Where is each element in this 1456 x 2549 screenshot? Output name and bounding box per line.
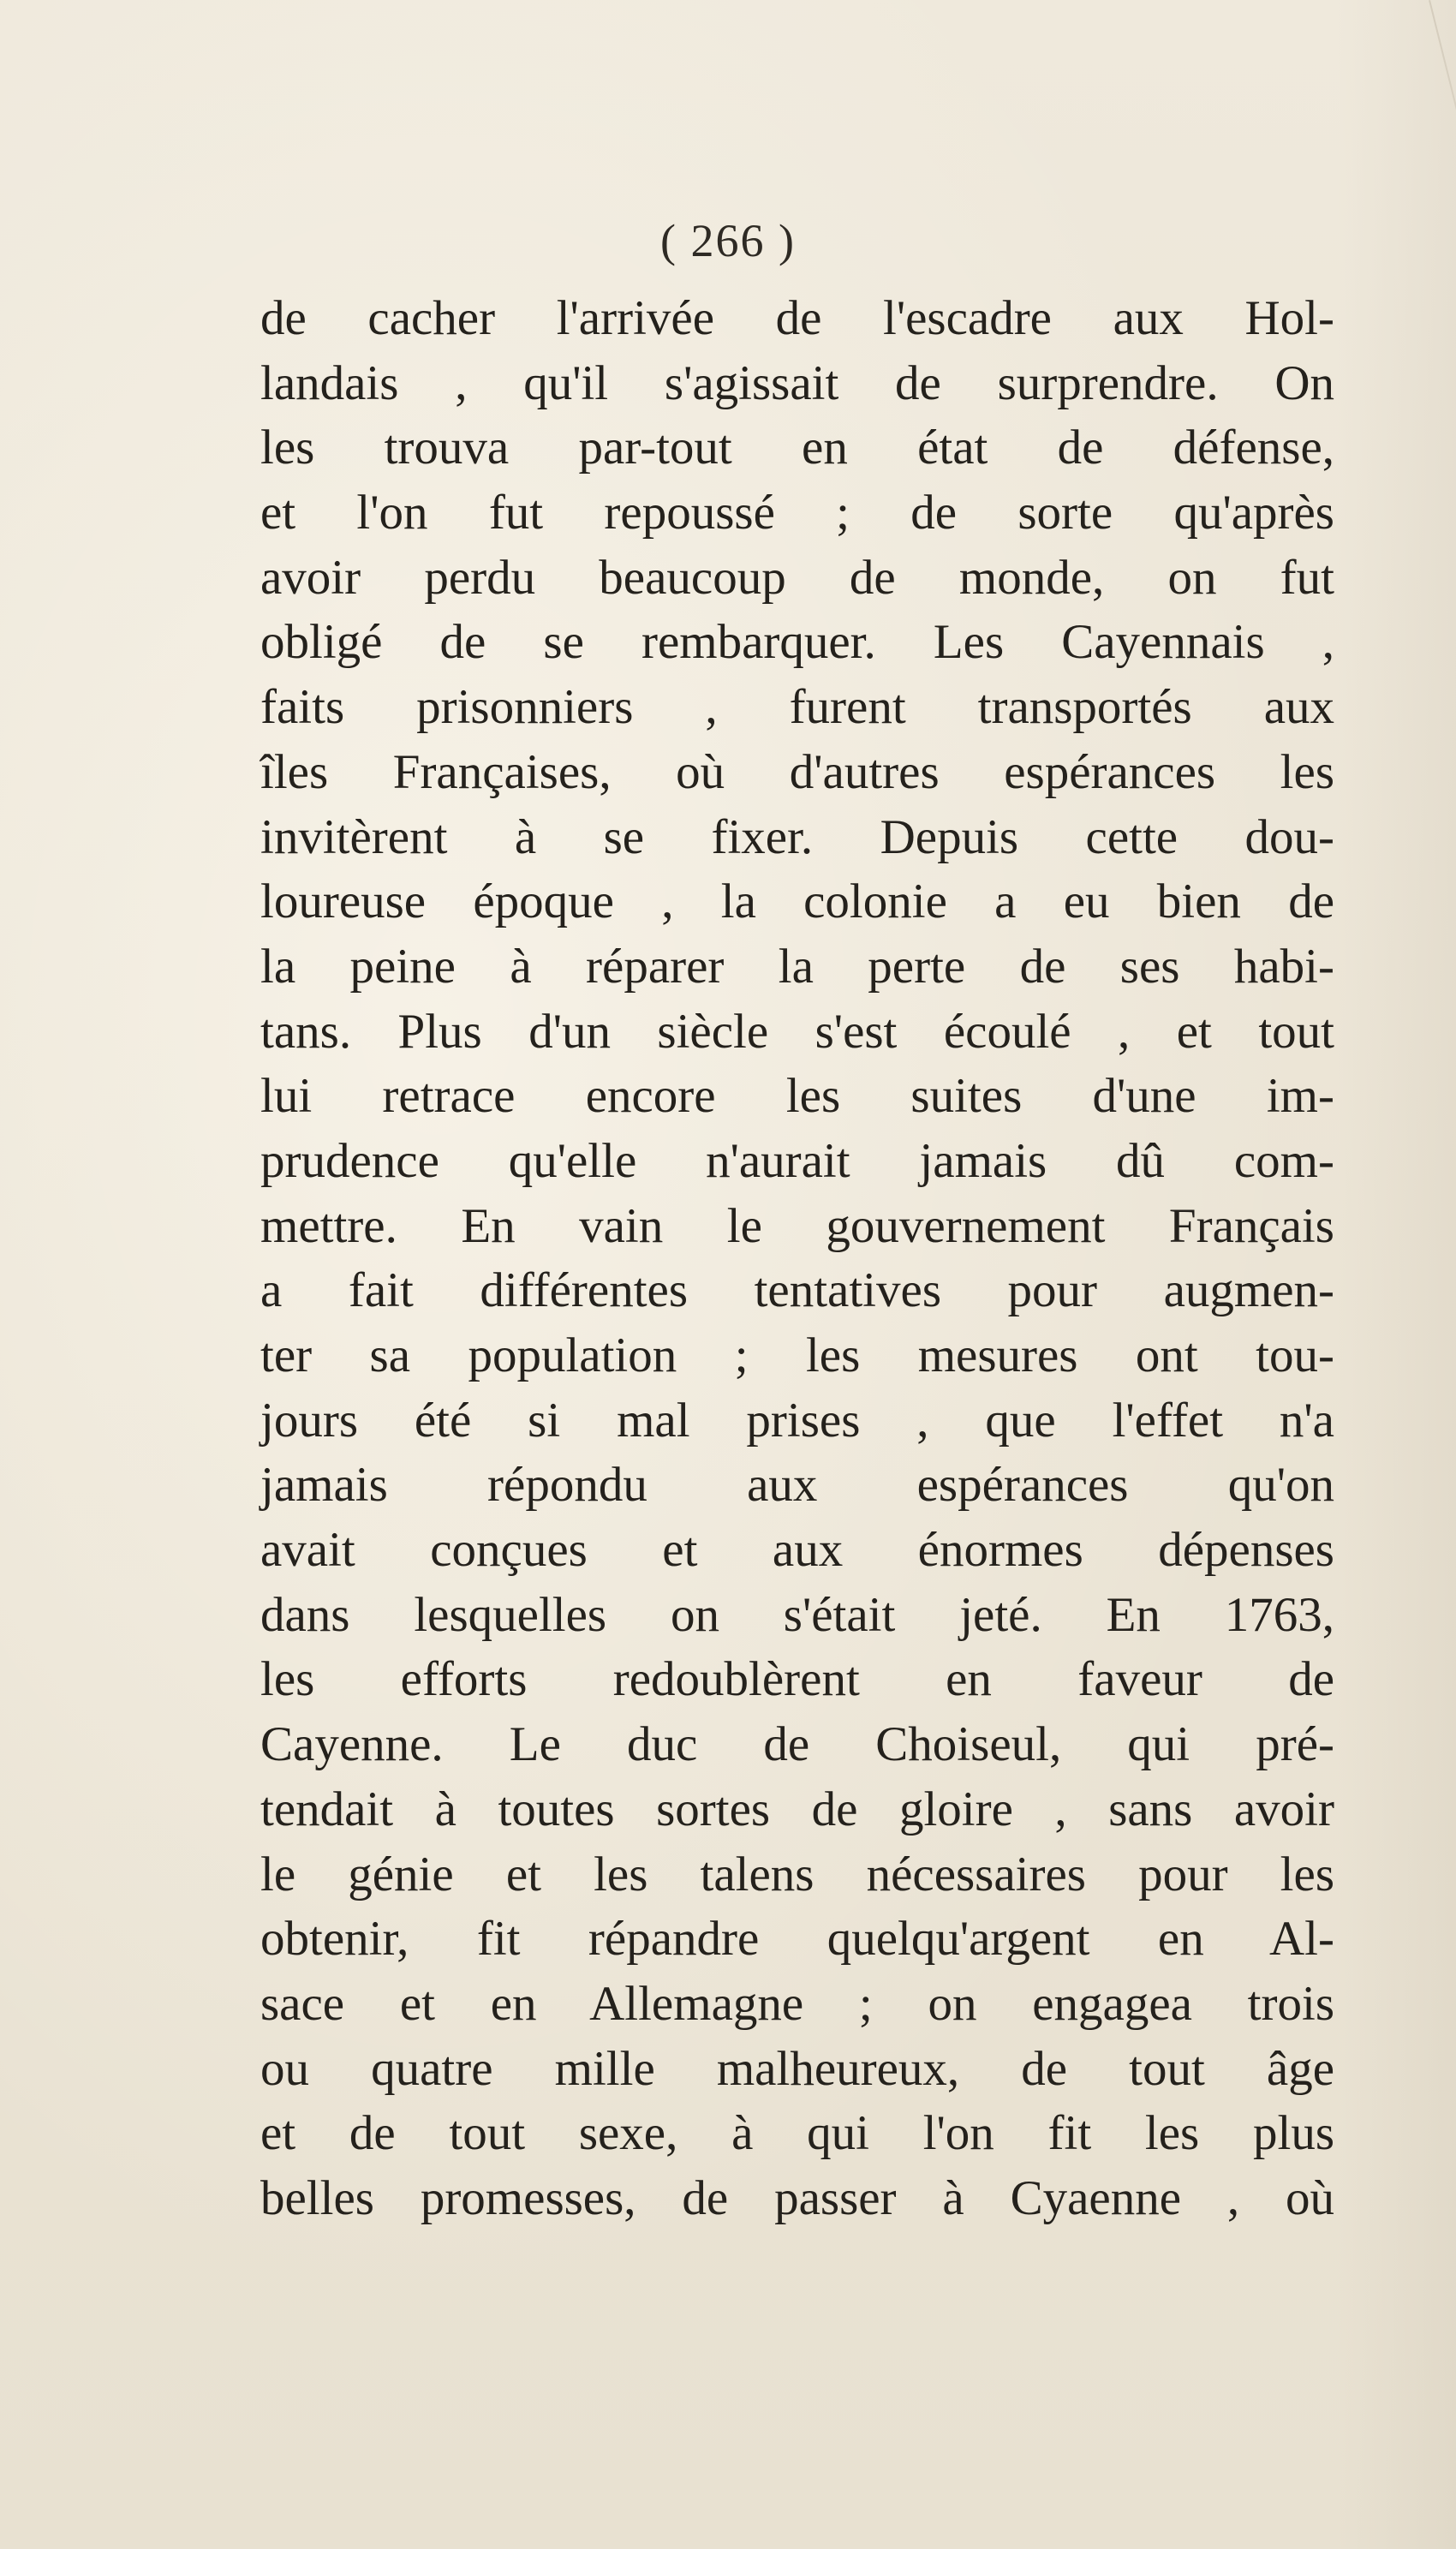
text-line: prudence qu'elle n'aurait jamais dû com- — [260, 1133, 1334, 1188]
text-line: de cacher l'arrivée de l'escadre aux Hol- — [260, 291, 1334, 345]
text-line: faits prisonniers , furent transportés aux — [260, 680, 1334, 735]
text-line: avoir perdu beaucoup de monde, on fut — [260, 550, 1334, 605]
text-line: dans lesquelles on s'était jeté. En 1763, — [260, 1587, 1334, 1642]
text-line: les trouva par-tout en état de défense, — [260, 421, 1334, 475]
text-line: Cayenne. Le duc de Choiseul, qui pré- — [260, 1717, 1334, 1772]
text-line: tendait à toutes sortes de gloire , sans avoir — [260, 1782, 1334, 1836]
text-line: ou quatre mille malheureux, de tout âge — [260, 2041, 1334, 2096]
text-line: jours été si mal prises , que l'effet n'a — [260, 1393, 1334, 1448]
page-number: ( 266 ) — [660, 215, 796, 266]
text-line: avait conçues et aux énormes dépenses — [260, 1523, 1334, 1578]
text-line: ter sa population ; les mesures ont tou- — [260, 1328, 1334, 1382]
page-edge-shading — [1336, 0, 1456, 2549]
text-line: le génie et les talens nécessaires pour les — [260, 1847, 1334, 1901]
text-line: belles promesses, de passer à Cyaenne , où — [260, 2170, 1334, 2225]
body-text — [260, 286, 1334, 2231]
text-line: et de tout sexe, à qui l'on fit les plus — [260, 2106, 1334, 2161]
text-line: et l'on fut repoussé ; de sorte qu'après — [260, 486, 1334, 540]
text-line: loureuse époque , la colonie a eu bien de — [260, 875, 1334, 929]
text-line: lui retrace encore les suites d'une im- — [260, 1069, 1334, 1124]
text-line: sace et en Allemagne ; on engagea trois — [260, 1976, 1334, 2031]
text-line: obtenir, fit répandre quelqu'argent en Al- — [260, 1912, 1334, 1967]
text-line: a fait différentes tentatives pour augmen- — [260, 1263, 1334, 1318]
text-line: landais , qu'il s'agissait de surprendre. On — [260, 355, 1334, 410]
text-line: mettre. En vain le gouvernement Français — [260, 1198, 1334, 1253]
text-line: tans. Plus d'un siècle s'est écoulé , et tout — [260, 1004, 1334, 1059]
text-line: îles Françaises, où d'autres espérances les — [260, 744, 1334, 799]
text-line: jamais répondu aux espérances qu'on — [260, 1458, 1334, 1513]
text-line: la peine à réparer la perte de ses habi- — [260, 939, 1334, 994]
text-line: invitèrent à se fixer. Depuis cette dou- — [260, 809, 1334, 864]
text-line: les efforts redoublèrent en faveur de — [260, 1652, 1334, 1707]
text-line: obligé de se rembarquer. Les Cayennais , — [260, 615, 1334, 670]
